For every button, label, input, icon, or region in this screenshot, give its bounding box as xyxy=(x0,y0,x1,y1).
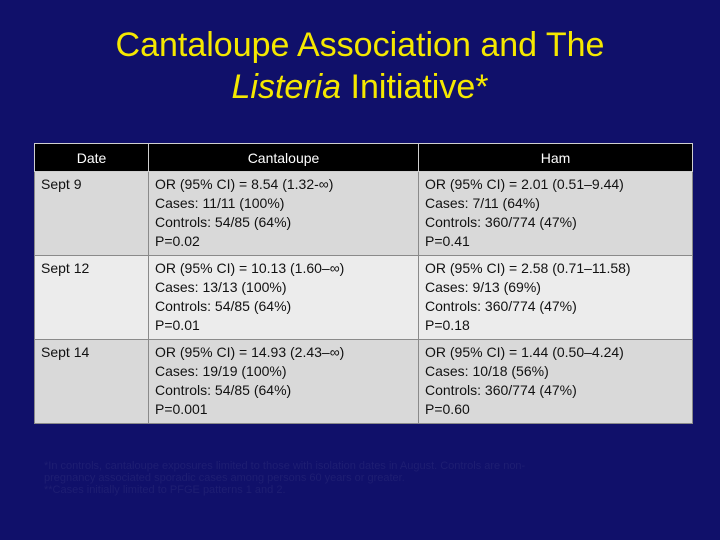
ham-controls: Controls: 360/774 (47%) xyxy=(425,298,577,314)
row-date: Sept 12 xyxy=(35,256,149,340)
cantaloupe-or: OR (95% CI) = 10.13 (1.60–∞) xyxy=(155,260,345,276)
title-line-2 xyxy=(0,66,720,108)
ham-cases: Cases: 10/18 (56%) xyxy=(425,363,549,379)
slide-title xyxy=(0,24,720,108)
header-ham: Ham xyxy=(419,144,693,172)
ham-p-value: P=0.18 xyxy=(425,317,470,333)
cantaloupe-controls: Controls: 54/85 (64%) xyxy=(155,214,292,230)
cantaloupe-p-value: P=0.001 xyxy=(155,401,208,417)
cantaloupe-controls: Controls: 54/85 (64%) xyxy=(155,382,292,398)
footnote-line: **Cases initially limited to PFGE patterns 1 and 2. xyxy=(44,484,286,496)
cantaloupe-or: OR (95% CI) = 14.93 (2.43–∞) xyxy=(155,344,345,360)
row-cantaloupe-cell xyxy=(149,340,419,424)
footnote-line: pregnancy associated sporadic cases among persons 60 years or greater. xyxy=(44,472,405,484)
cantaloupe-cases: Cases: 11/11 (100%) xyxy=(155,195,285,211)
ham-or: OR (95% CI) = 2.01 (0.51–9.44) xyxy=(425,176,624,192)
row-date: Sept 14 xyxy=(35,340,149,424)
ham-p-value: P=0.41 xyxy=(425,233,470,249)
row-cantaloupe-cell xyxy=(149,256,419,340)
ham-or: OR (95% CI) = 2.58 (0.71–11.58) xyxy=(425,260,631,276)
row-date: Sept 9 xyxy=(35,172,149,256)
row-ham-cell xyxy=(419,172,693,256)
ham-cases: Cases: 7/11 (64%) xyxy=(425,195,540,211)
row-ham-cell xyxy=(419,340,693,424)
title-line-2-rest: Initiative* xyxy=(341,68,489,106)
results-table xyxy=(34,143,693,424)
cantaloupe-cases: Cases: 19/19 (100%) xyxy=(155,363,287,379)
ham-or: OR (95% CI) = 1.44 (0.50–4.24) xyxy=(425,344,624,360)
header-date: Date xyxy=(35,144,149,172)
ham-controls: Controls: 360/774 (47%) xyxy=(425,214,577,230)
cantaloupe-p-value: P=0.02 xyxy=(155,233,200,249)
header-cantaloupe: Cantaloupe xyxy=(149,144,419,172)
cantaloupe-controls: Controls: 54/85 (64%) xyxy=(155,298,292,314)
table-row xyxy=(35,340,693,424)
cantaloupe-or: OR (95% CI) = 8.54 (1.32-∞) xyxy=(155,176,334,192)
row-ham-cell xyxy=(419,256,693,340)
footnote-line: *In controls, cantaloupe exposures limited to those with isolation dates in August. Controls are non- xyxy=(44,460,526,472)
table-header-row xyxy=(35,144,693,172)
table-row xyxy=(35,256,693,340)
cantaloupe-cases: Cases: 13/13 (100%) xyxy=(155,279,287,295)
table-row xyxy=(35,172,693,256)
cantaloupe-p-value: P=0.01 xyxy=(155,317,200,333)
ham-cases: Cases: 9/13 (69%) xyxy=(425,279,541,295)
title-line-1: Cantaloupe Association and The xyxy=(115,26,605,64)
title-italic-word: Listeria xyxy=(231,68,342,106)
footnotes xyxy=(44,460,644,496)
ham-p-value: P=0.60 xyxy=(425,401,470,417)
row-cantaloupe-cell xyxy=(149,172,419,256)
ham-controls: Controls: 360/774 (47%) xyxy=(425,382,577,398)
